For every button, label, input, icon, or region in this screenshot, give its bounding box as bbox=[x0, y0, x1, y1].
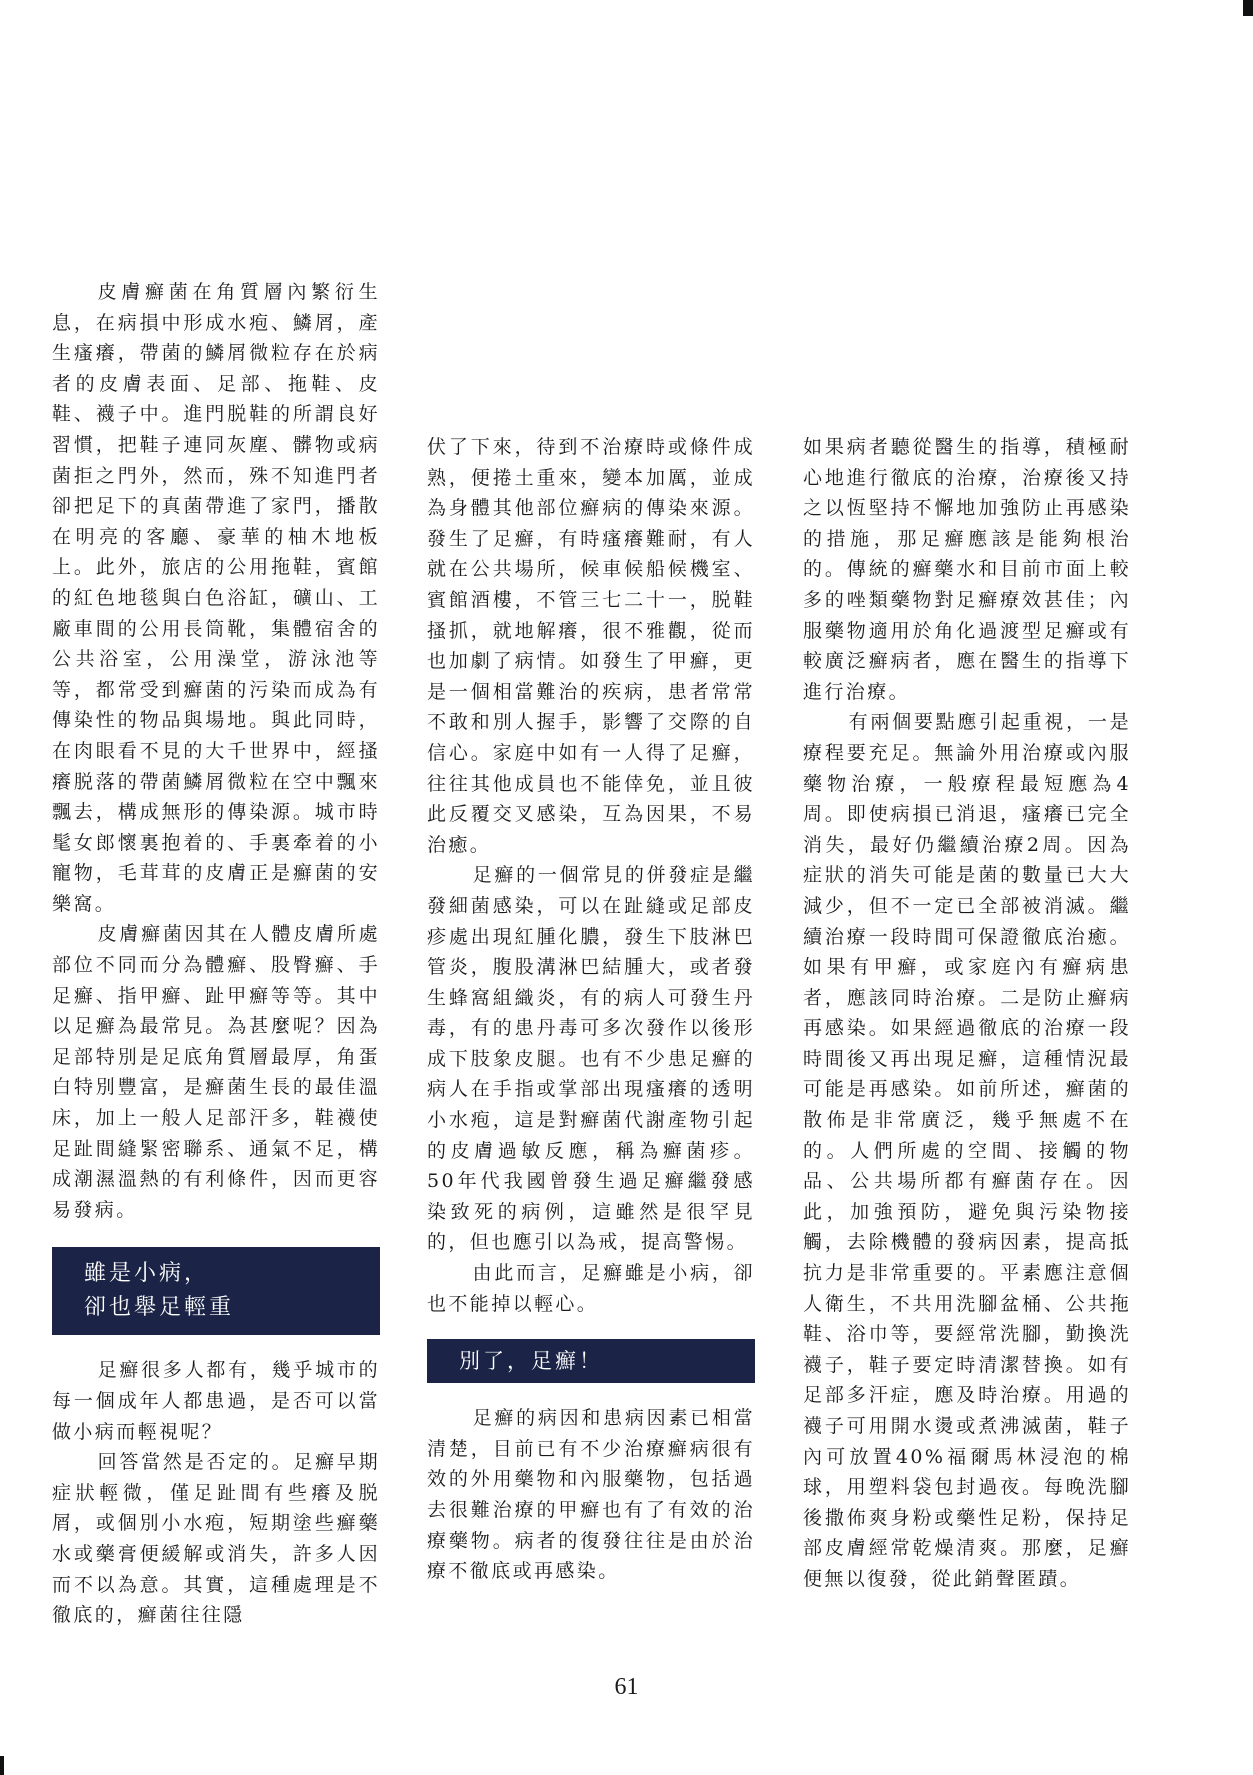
paragraph-question: 足癬很多人都有，幾乎城市的每一個成年人都患過，是否可以當做小病而輕視呢？ bbox=[52, 1359, 380, 1443]
paragraph-continuation: 伏了下來，待到不治療時或條件成熟，便捲土重來，變本加厲，並成為身體其他部位癬病的傳染來源。發生了足癬，有時瘙癢難耐，有人就在公共場所，候車候船候機室、賓館酒樓，不管三七二十一，脱鞋搔抓，就地解癢，很不雅觀，從而也加劇了病情。如發生了甲癬，更是一個相當難治的疾病，患者常常不敢和別人握手，影響了交際的自信心。家庭中如有一人得了足癬，往往其他成員也不能倖免，並且彼此反覆交叉感染，互為因果，不易治癒。 bbox=[427, 436, 755, 856]
scan-edge-mark-top-right bbox=[1243, 0, 1253, 16]
paragraph-treatment: 如果病者聽從醫生的指導，積極耐心地進行徹底的治療，治療後又持之以恆堅持不懈地加強防止再感染的措施，那足癬應該是能夠根治的。傳統的癬藥水和目前市面上較多的唑類藥物對足癬療效甚佳；內服藥物適用於角化過渡型足癬或有較廣泛癬病者，應在醫生的指導下進行治療。 bbox=[803, 436, 1131, 703]
article-column-1 bbox=[52, 277, 380, 1631]
article-column-3 bbox=[803, 432, 1131, 1595]
section-heading-farewell: 別了，足癬！ bbox=[427, 1339, 755, 1383]
article-column-2 bbox=[427, 432, 755, 1587]
page-number: 61 bbox=[614, 1674, 639, 1700]
paragraph-classification: 皮膚癬菌因其在人體皮膚所處部位不同而分為體癬、股臀癬、手足癬、指甲癬、趾甲癬等等。其中以足癬為最常見。為甚麼呢？因為足部特別是足底角質層最厚，角蛋白特別豐富，是癬菌生長的最佳溫床，加上一般人足部汗多，鞋襪使足趾間縫緊密聯系、通氣不足，構成潮濕溫熱的有利條件，因而更容易發病。 bbox=[52, 923, 380, 1221]
section-heading-line-2: 卻也舉足輕重 bbox=[84, 1295, 235, 1321]
paragraph-causes: 足癬的病因和患病因素已相當清楚，目前已有不少治療癬病很有效的外用藥物和內服藥物，包括過去很難治療的甲癬也有了有效的治療藥物。病者的復發往往是由於治療不徹底或再感染。 bbox=[427, 1407, 755, 1583]
scan-edge-mark-bottom-left bbox=[0, 1756, 4, 1775]
section-heading-line-1: 雖是小病， bbox=[84, 1261, 210, 1287]
paragraph-habitat: 皮膚癬菌在角質層內繁衍生息，在病損中形成水疱、鱗屑，產生瘙癢，帶菌的鱗屑微粒存在於病者的皮膚表面、足部、拖鞋、皮鞋、襪子中。進門脱鞋的所謂良好習慣，把鞋子連同灰塵、髒物或病菌拒之門外，然而，殊不知進門者卻把足下的真菌帶進了家門，播散在明亮的客廳、豪華的柚木地板上。此外，旅店的公用拖鞋，賓館的紅色地毯與白色浴缸，礦山、工廠車間的公用長筒靴，集體宿舍的公共浴室，公用澡堂，游泳池等等，都常受到癬菌的污染而成為有傳染性的物品與場地。與此同時，在肉眼看不見的大千世界中，經搔癢脱落的帶菌鱗屑微粒在空中飄來飄去，構成無形的傳染源。城市時髦女郎懷裏抱着的、手裏牽着的小寵物，毛茸茸的皮膚正是癬菌的安樂窩。 bbox=[52, 281, 380, 915]
section-heading-minor-but-serious bbox=[52, 1247, 380, 1335]
paragraph-conclusion: 由此而言，足癬雖是小病，卻也不能掉以輕心。 bbox=[427, 1262, 755, 1315]
paragraph-complications: 足癬的一個常見的併發症是繼發細菌感染，可以在趾縫或足部皮疹處出現紅腫化膿，發生下肢淋巴管炎，腹股溝淋巴結腫大，或者發生蜂窩組織炎，有的病人可發生丹毒，有的患丹毒可多次發作以後形成下肢象皮腿。也有不少患足癬的病人在手指或掌部出現瘙癢的透明小水疱，這是對癬菌代謝產物引起的皮膚過敏反應，稱為癬菌疹。50年代我國曾發生過足癬繼發感染致死的病例，這雖然是很罕見的，但也應引以為戒，提高警惕。 bbox=[427, 864, 755, 1254]
paragraph-key-points: 有兩個要點應引起重視，一是療程要充足。無論外用治療或內服藥物治療，一般療程最短應為4周。即使病損已消退，瘙癢已完全消失，最好仍繼續治療2周。因為症狀的消失可能是菌的數量已大大減少，但不一定已全部被消滅。繼續治療一段時間可保證徹底治癒。如果有甲癬，或家庭內有癬病患者，應該同時治療。二是防止癬病再感染。如果經過徹底的治療一段時間後又再出現足癬，這種情況最可能是再感染。如前所述，癬菌的散佈是非常廣泛，幾乎無處不在的。人們所處的空間、接觸的物品、公共場所都有癬菌存在。因此，加強預防，避免與污染物接觸，去除機體的發病因素，提高抵抗力是非常重要的。平素應注意個人衛生，不共用洗腳盆桶、公共拖鞋、浴巾等，要經常洗腳，勤換洗襪子，鞋子要定時清潔替換。如有足部多汗症，應及時治療。用過的襪子可用開水燙或煮沸滅菌，鞋子內可放置40%福爾馬林浸泡的棉球，用塑料袋包封過夜。每晚洗腳後撒佈爽身粉或藥性足粉，保持足部皮膚經常乾燥清爽。那麼，足癬便無以復發，從此銷聲匿蹟。 bbox=[803, 711, 1131, 1590]
paragraph-answer: 回答當然是否定的。足癬早期症狀輕微，僅足趾間有些癢及脱屑，或個別小水疱，短期塗些癬藥水或藥膏便緩解或消失，許多人因而不以為意。其實，這種處理是不徹底的，癬菌往往隱 bbox=[52, 1451, 380, 1627]
